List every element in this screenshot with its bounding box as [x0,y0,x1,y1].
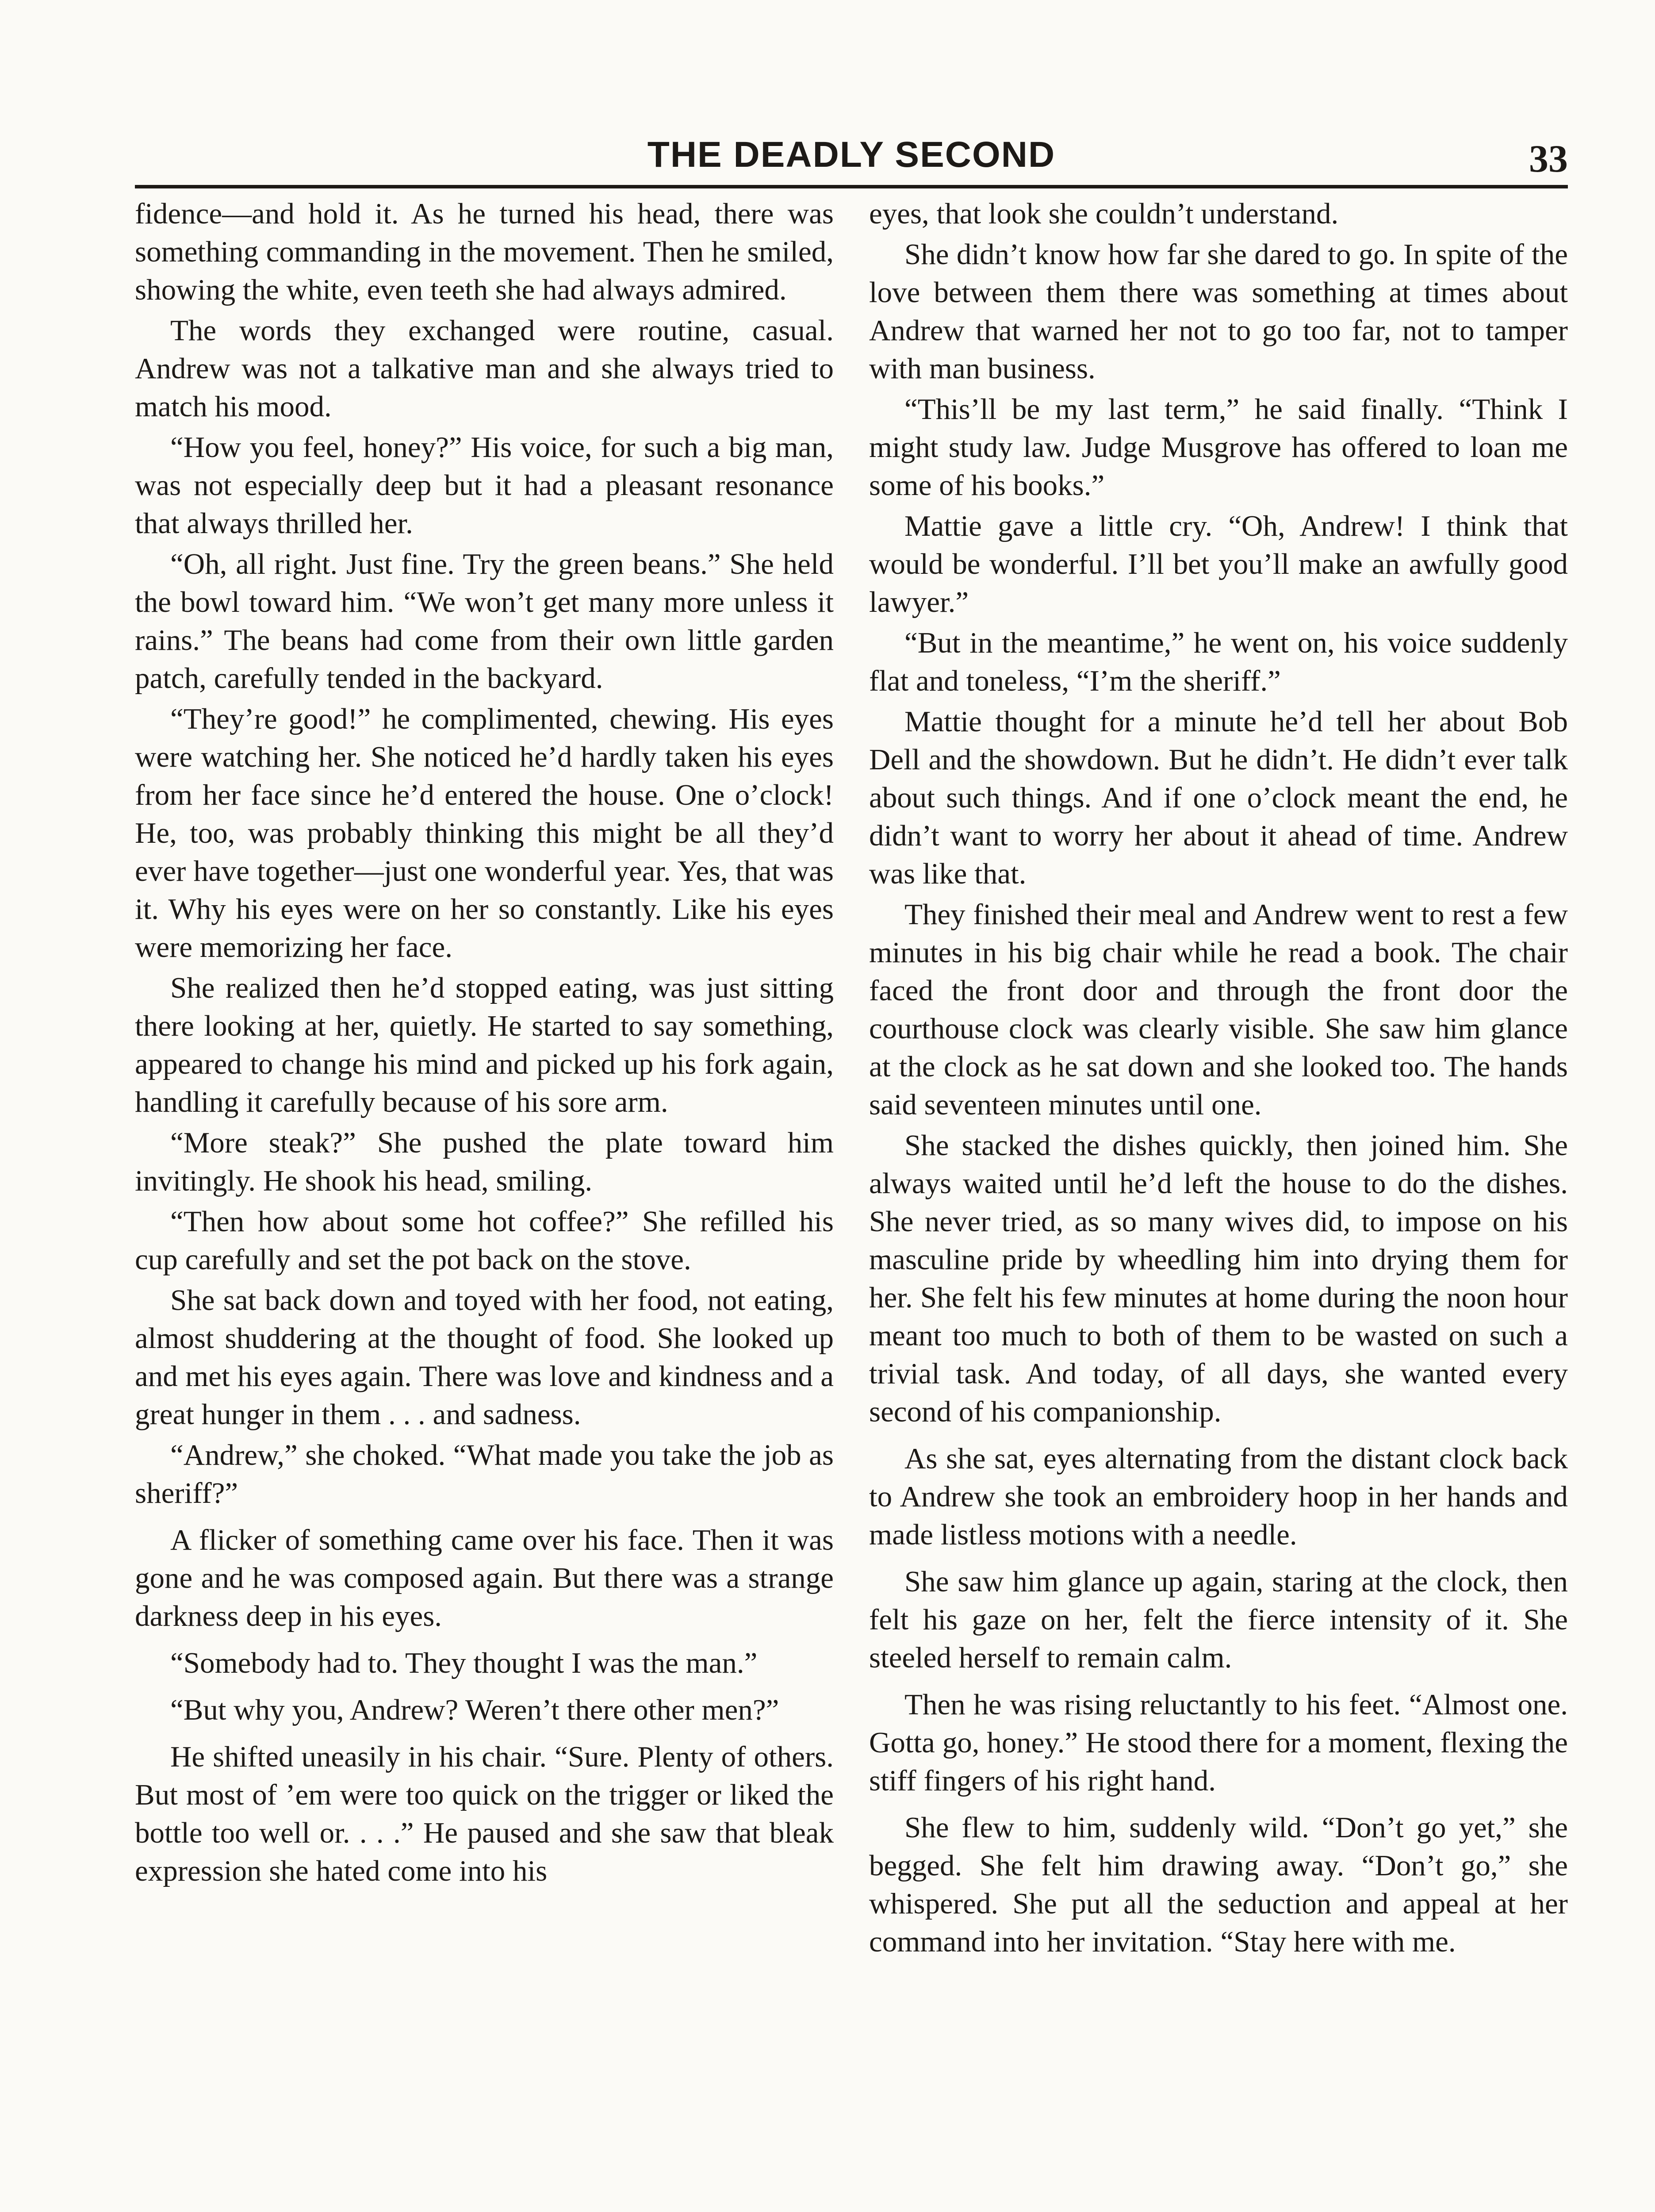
paragraph: “How you feel, honey?” His voice, for such a big man, was not especially deep but it had a pleasant resonance that always thrilled her. [135,431,834,540]
paragraph: “But in the meantime,” he went on, his voice suddenly flat and toneless, “I’m the sheriff.” [869,626,1568,697]
paragraph: fidence—and hold it. As he turned his head, there was something commanding in the movement. Then he smiled, showing the white, even teeth she had always admired. [135,197,834,306]
chapter-title: THE DEADLY SECOND [647,134,1056,175]
paragraph: She realized then he’d stopped eating, was just sitting there looking at her, quietly. He started to say something, appeared to change his mind and picked up his fork again, handling it carefully because of his sore arm. [135,972,834,1118]
paragraph: She saw him glance up again, staring at the clock, then felt his gaze on her, felt the fierce intensity of it. She steeled herself to remain calm. [869,1565,1568,1674]
header-rule [135,185,1568,188]
paragraph: She sat back down and toyed with her food, not eating, almost shuddering at the thought of food. She looked up and met his eyes again. There was love and kindness and a great hunger in them . . . and sadness. [135,1284,834,1431]
right-column [869,195,1568,1963]
paragraph: “Andrew,” she choked. “What made you take the job as sheriff?” [135,1439,834,1509]
paragraph: Then he was rising reluctantly to his feet. “Almost one. Gotta go, honey.” He stood there for a moment, flexing the stiff fingers of his right hand. [869,1688,1568,1797]
running-head [135,131,1568,184]
paragraph: As she sat, eyes alternating from the distant clock back to Andrew she took an embroidery hoop in her hands and made listless motions with a needle. [869,1442,1568,1551]
paragraph: A flicker of something came over his face. Then it was gone and he was composed again. But there was a strange darkness deep in his eyes. [135,1524,834,1632]
paragraph: She stacked the dishes quickly, then joined him. She always waited until he’d left the house to do the dishes. She never tried, as so many wives did, to impose on his masculine pride by wheedling him into drying them for her. She felt his few minutes at home during the noon hour meant too much to both of them to be wasted on such a trivial task. And today, of all days, she wanted every second of his companionship. [869,1129,1568,1428]
paragraph: “Then how about some hot coffee?” She refilled his cup carefully and set the pot back on the stove. [135,1205,834,1276]
paragraph: Mattie gave a little cry. “Oh, Andrew! I think that would be wonderful. I’ll bet you’ll make an awfully good lawyer.” [869,510,1568,618]
paragraph: “This’ll be my last term,” he said finally. “Think I might study law. Judge Musgrove has offered to loan me some of his books.” [869,393,1568,502]
page-number: 33 [1529,138,1568,180]
paragraph: “More steak?” She pushed the plate toward him invitingly. He shook his head, smiling. [135,1126,834,1197]
paragraph: “Oh, all right. Just fine. Try the green beans.” She held the bowl toward him. “We won’t get many more unless it rains.” The beans had come from their own little garden patch, carefully tended in the backyard. [135,548,834,695]
paragraph: “They’re good!” he complimented, chewing. His eyes were watching her. She noticed he’d hardly taken his eyes from her face since he’d entered the house. One o’clock! He, too, was probably thinking this might be all they’d ever have together—just one wonderful year. Yes, that was it. Why his eyes were on her so constantly. Like his eyes were memorizing her face. [135,703,834,964]
paragraph: They finished their meal and Andrew went to rest a few minutes in his big chair while he read a book. The chair faced the front door and through the front door the courthouse clock was clearly visible. She saw him glance at the clock as he sat down and she looked too. The hands said seventeen minutes until one. [869,898,1568,1121]
paragraph: “Somebody had to. They thought I was the man.” [170,1647,758,1679]
paragraph: She flew to him, suddenly wild. “Don’t go yet,” she begged. She felt him drawing away. “Don’t go,” she whispered. She put all the seduction and appeal at her command into her invitation. “Stay here with me. [869,1811,1568,1958]
paragraph: She didn’t know how far she dared to go. In spite of the love between them there was something at times about Andrew that warned her not to go too far, not to tamper with man business. [869,238,1568,385]
paragraph: Mattie thought for a minute he’d tell her about Bob Dell and the showdown. But he didn’t. He didn’t ever talk about such things. And if one o’clock meant the end, he didn’t want to worry her about it ahead of time. Andrew was like that. [869,705,1568,890]
left-column [135,195,834,1893]
paragraph: eyes, that look she couldn’t understand. [869,197,1339,230]
paragraph: He shifted uneasily in his chair. “Sure. Plenty of others. But most of ’em were too quick on the trigger or liked the bottle too well or. . . .” He paused and she saw that bleak expression she hated come into his [135,1740,834,1887]
paragraph: The words they exchanged were routine, casual. Andrew was not a talkative man and she always tried to match his mood. [135,314,834,423]
paragraph: “But why you, Andrew? Weren’t there other men?” [170,1694,779,1726]
